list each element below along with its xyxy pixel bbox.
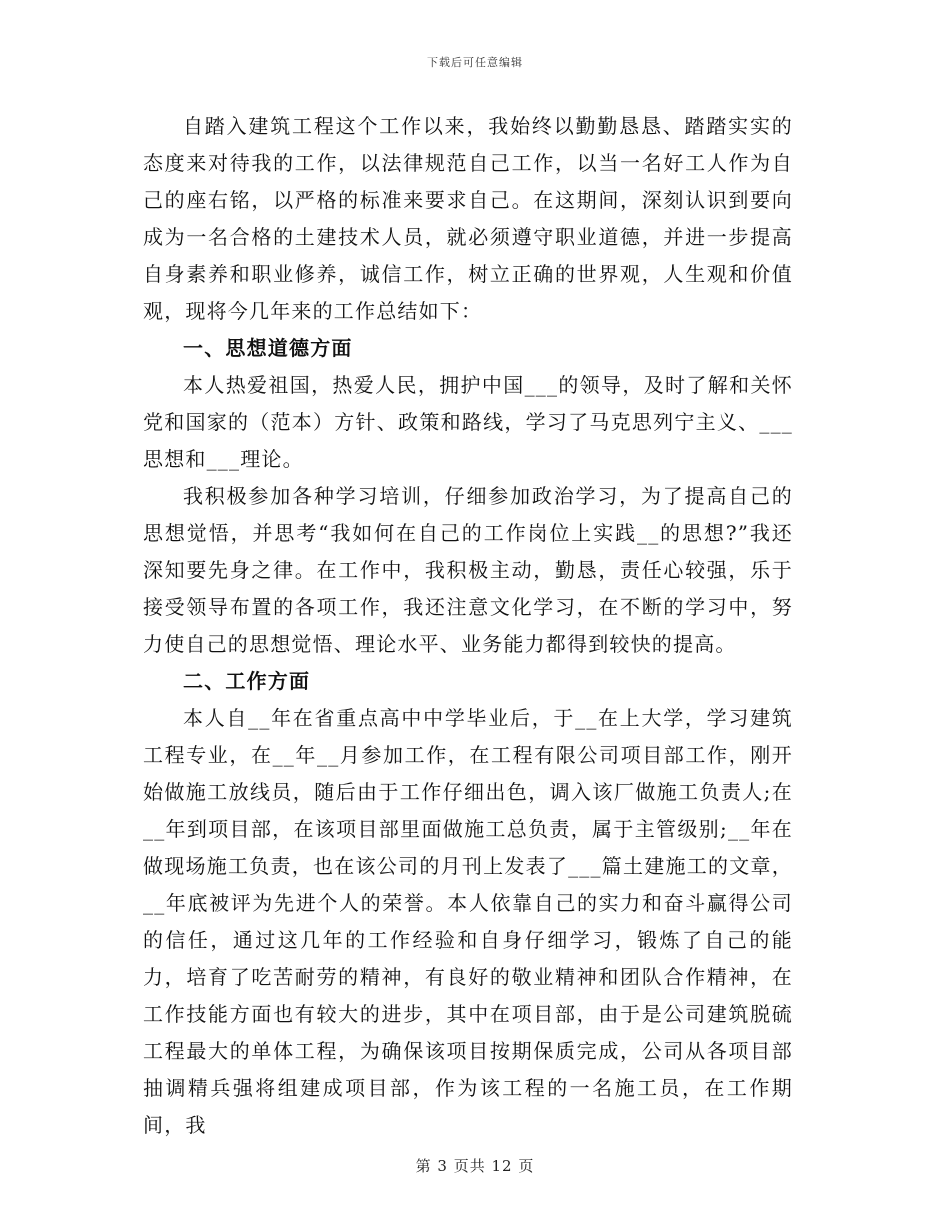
- section1-paragraph-1: 本人热爱祖国，热爱人民，拥护中国___的领导，及时了解和关怀党和国家的（范本）方针、政策和路线，学习了马克思列宁主义、___思想和___理论。: [143, 373, 793, 471]
- intro-paragraph: 自踏入建筑工程这个工作以来，我始终以勤勤恳恳、踏踏实实的态度来对待我的工作，以法律规范自己工作，以当一名好工人作为自己的座右铭，以严格的标准来要求自己。在这期间，深刻认识到要向成为一名合格的土建技术人员，就必须遵守职业道德，并进一步提高自身素养和职业修养，诚信工作，树立正确的世界观，人生观和价值观，现将今几年来的工作总结如下：: [143, 114, 793, 323]
- header-note: 下载后可任意编辑: [427, 56, 523, 69]
- section2-paragraph-1: 本人自__年在省重点高中中学毕业后，于__在上大学，学习建筑工程专业，在__年__月参加工作，在工程有限公司项目部工作，刚开始做施工放线员，随后由于工作仔细出色，调入该厂做施工负责人;在__年到项目部，在该项目部里面做施工总负责，属于主管级别;__年在做现场施工负责，也在该公司的月刊上发表了___篇土建施工的文章，__年底被评为先进个人的荣誉。本人依靠自己的实力和奋斗赢得公司的信任，通过这几年的工作经验和自身仔细学习，锻炼了自己的能力，培育了吃苦耐劳的精神，有良好的敬业精神和团队合作精神，在工作技能方面也有较大的进步，其中在项目部，由于是公司建筑脱硫工程最大的单体工程，为确保该项目按期保质完成，公司从各项目部抽调精兵强将组建成项目部，作为该工程的一名施工员，在工作期间，我: [143, 706, 793, 1137]
- section-heading-ideology: 一、思想道德方面: [183, 336, 353, 360]
- section1-paragraph-2: 我积极参加各种学习培训，仔细参加政治学习，为了提高自己的思想觉悟，并思考“我如何在自己的工作岗位上实践__的思想?”我还深知要先身之律。在工作中，我积极主动，勤恳，责任心较强，乐于接受领导布置的各项工作，我还注意文化学习，在不断的学习中，努力使自己的思想觉悟、理论水平、业务能力都得到较快的提高。: [143, 484, 793, 656]
- section-heading-work: 二、工作方面: [183, 669, 311, 693]
- page-number-footer: 第 3 页共 12 页: [415, 1157, 535, 1175]
- document-body: [143, 108, 793, 1144]
